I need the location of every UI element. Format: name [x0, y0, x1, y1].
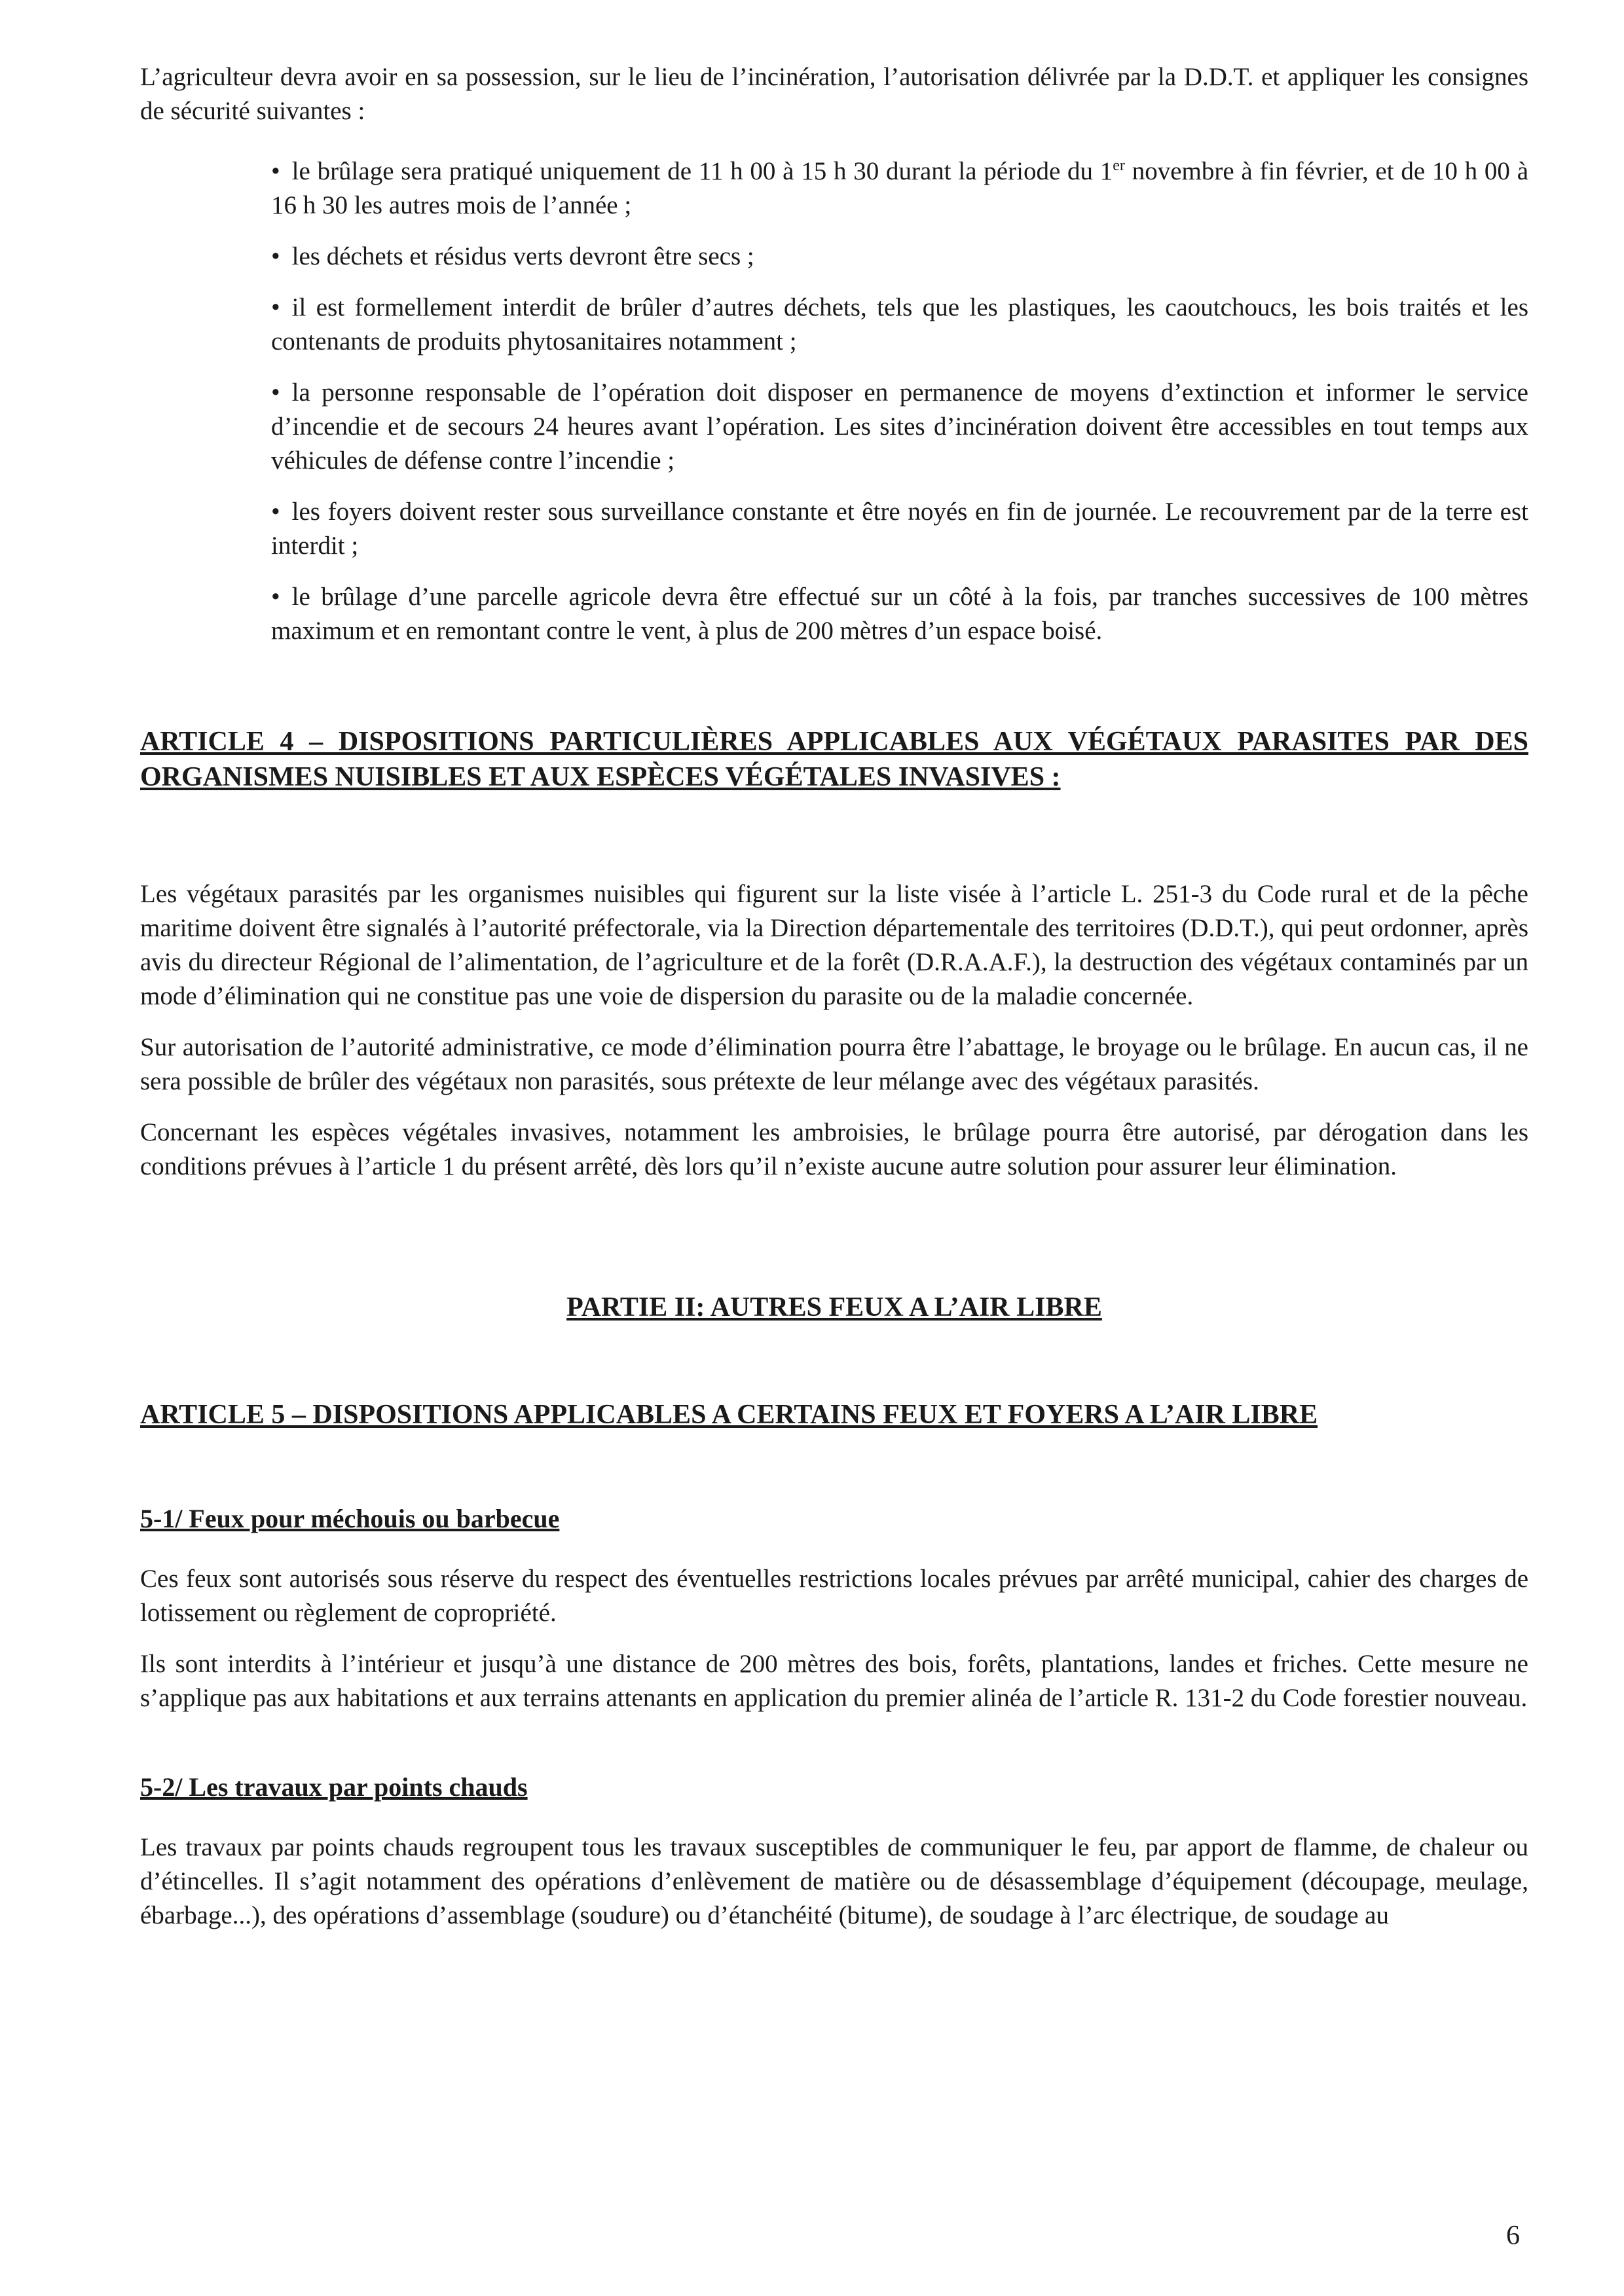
document-page [140, 60, 1528, 1933]
section-5-1-paragraph: Ils sont interdits à l’intérieur et jusqu’à une distance de 200 mètres des bois, forêts, plantations, landes et friches. Cette mesure ne s’applique pas aux habitations et aux terrains attenants en application du premier alinéa de l’article R. 131-2 du Code forestier nouveau. [140, 1650, 1528, 1712]
ordinal-superscript: er [1113, 157, 1125, 174]
list-item: • les foyers doivent rester sous surveillance constante et être noyés en fin de journée. Le recouvrement par de la terre est interdit ; [271, 498, 1528, 560]
page-number: 6 [1506, 2221, 1520, 2251]
safety-rules-list [271, 155, 1528, 648]
section-5-2-paragraph: Les travaux par points chauds regroupent tous les travaux susceptibles de communiquer le feu, par apport de flamme, de chaleur ou d’étincelles. Il s’agit notamment des opérations d’enlèvement de matière ou de désassemblage d’équipement (découpage, meulage, ébarbage...), des opérations d’assemblage (soudure) ou d’étanchéité (bitume), de soudage à l’arc électrique, de soudage au [140, 1833, 1528, 1929]
bullet-icon: • [271, 293, 280, 321]
list-item: • la personne responsable de l’opération doit disposer en permanence de moyens d’extinction et informer le service d’incendie et de secours 24 heures avant l’opération. Les sites d’incinération doivent être accessibles en tout temps aux véhicules de défense contre l’incendie ; [271, 378, 1528, 475]
list-item: • le brûlage d’une parcelle agricole devra être effectué sur un côté à la fois, par tranches successives de 100 mètres maximum et en remontant contre le vent, à plus de 200 mètres d’un espace boisé. [271, 583, 1528, 645]
part-2-heading: PARTIE II: AUTRES FEUX A L’AIR LIBRE [566, 1292, 1102, 1322]
article-4-paragraph: Concernant les espèces végétales invasives, notamment les ambroisies, le brûlage pourra être autorisé, par dérogation dans les conditions prévues à l’article 1 du présent arrêté, dès lors qu’il n’existe aucune autre solution pour assurer leur élimination. [140, 1118, 1528, 1180]
list-item: • le brûlage sera pratiqué uniquement de 11 h 00 à 15 h 30 durant la période du 1er novembre à fin février, et de 10 h 00 à 16 h 30 les autres mois de l’année ; [271, 157, 1529, 219]
bullet-icon: • [271, 242, 280, 270]
section-5-2-heading: 5-2/ Les travaux par points chauds [140, 1772, 528, 1802]
article-4-paragraph: Sur autorisation de l’autorité administrative, ce mode d’élimination pourra être l’abattage, le broyage ou le brûlage. En aucun cas, il ne sera possible de brûler des végétaux non parasités, sous prétexte de leur mélange avec des végétaux parasités. [140, 1033, 1528, 1095]
list-item: • les déchets et résidus verts devront être secs ; [271, 242, 754, 270]
bullet-icon: • [271, 583, 280, 611]
article-4-paragraph: Les végétaux parasités par les organismes nuisibles qui figurent sur la liste visée à l’article L. 251-3 du Code rural et de la pêche maritime doivent être signalés à l’autorité préfectorale, via la Direction départementale des territoires (D.D.T.), qui peut ordonner, après avis du directeur Régional de l’alimentation, de l’agriculture et de la forêt (D.R.A.A.F.), la destruction des végétaux contaminés par un mode d’élimination qui ne constitue pas une voie de dispersion du parasite ou de la maladie concernée. [140, 880, 1528, 1010]
bullet-icon: • [271, 498, 280, 526]
bullet-icon: • [271, 157, 280, 185]
bullet-icon: • [271, 378, 280, 407]
article-5-heading: ARTICLE 5 – DISPOSITIONS APPLICABLES A CERTAINS FEUX ET FOYERS A L’AIR LIBRE [140, 1400, 1318, 1430]
section-5-1-heading: 5-1/ Feux pour méchouis ou barbecue [140, 1504, 560, 1533]
intro-paragraph: L’agriculteur devra avoir en sa possession, sur le lieu de l’incinération, l’autorisation délivrée par la D.D.T. et appliquer les consignes de sécurité suivantes : [140, 63, 1528, 125]
article-4-heading: ARTICLE 4 – DISPOSITIONS PARTICULIÈRES APPLICABLES AUX VÉGÉTAUX PARASITES PAR DES ORGANISMES NUISIBLES ET AUX ESPÈCES VÉGÉTALES INVASIVES : [140, 727, 1528, 792]
section-5-1-paragraph: Ces feux sont autorisés sous réserve du respect des éventuelles restrictions locales prévues par arrêté municipal, cahier des charges de lotissement ou règlement de copropriété. [140, 1565, 1528, 1627]
list-item: • il est formellement interdit de brûler d’autres déchets, tels que les plastiques, les caoutchoucs, les bois traités et les contenants de produits phytosanitaires notamment ; [271, 293, 1528, 355]
